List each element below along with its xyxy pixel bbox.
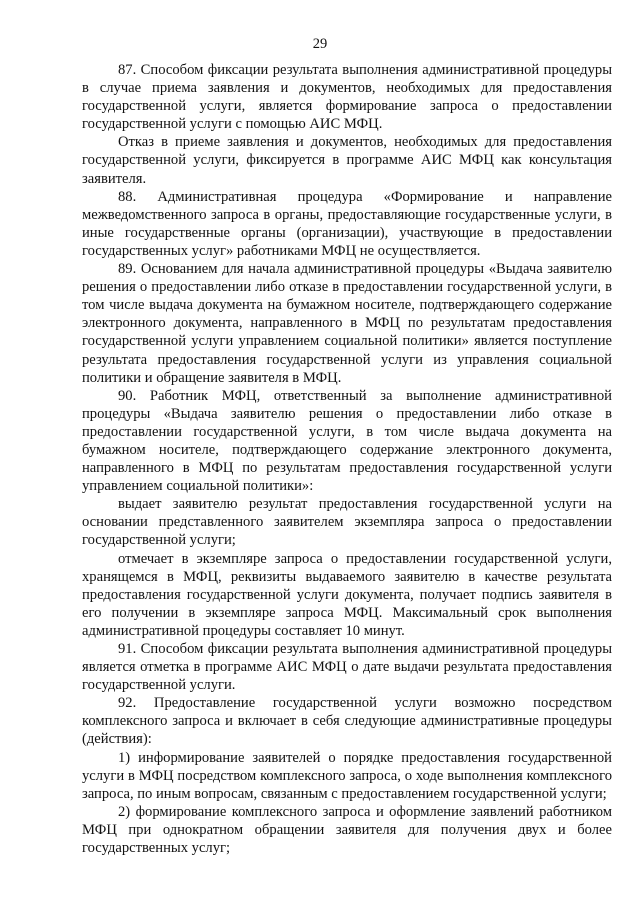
- paragraph-92-item-2: 2) формирование комплексного запроса и оформление заявлений работником МФЦ при однократном обращении заявителя для получения двух и более государственных услуг;: [82, 803, 612, 857]
- document-body: [82, 61, 612, 857]
- paragraph-89: 89. Основанием для начала административной процедуры «Выдача заявителю решения о предоставлении либо отказе в предоставлении государственной услуги, в том числе выдача документа на бумажном носителе, подтверждающего содержание электронного документа, направленного в МФЦ по результатам предоставления государственной услуги управлением социальной политики» является поступление результата предоставления государственной услуги из управления социальной политики и обращение заявителя в МФЦ.: [82, 261, 612, 386]
- paragraph-87-refusal: Отказ в приеме заявления и документов, необходимых для предоставления государственной услуги, фиксируется в программе АИС МФЦ как консультация заявителя.: [82, 134, 612, 187]
- paragraph-90-item-issues: выдает заявителю результат предоставления государственной услуги на основании представленного заявителем экземпляра запроса о предоставлении государственной услуги;: [82, 496, 612, 549]
- paragraph-90: 90. Работник МФЦ, ответственный за выполнение административной процедуры «Выдача заявителю решения о предоставлении либо отказе в предоставлении государственной услуги, в том числе выдача документа на бумажном носителе, подтверждающего содержание электронного документа, направленного в МФЦ по результатам предоставления государственной услуги управлением социальной политики»:: [82, 387, 612, 495]
- paragraph-90-item-marks: отмечает в экземпляре запроса о предоставлении государственной услуги, хранящемся в МФЦ, реквизиты выдаваемого заявителю в качестве результата предоставления государственной услуги документа, получает подпись заявителя в его получении в экземпляре запроса МФЦ. Максимальный срок выполнения административной процедуры составляет 10 минут.: [82, 550, 612, 639]
- paragraph-87: 87. Способом фиксации результата выполнения административной процедуры в случае приема заявления и документов, необходимых для предоставления государственной услуги, является формирование запроса о предоставлении государственной услуги с помощью АИС МФЦ.: [82, 62, 612, 133]
- paragraph-88: 88. Административная процедура «Формирование и направление межведомственного запроса в органы, предоставляющие государственные услуги, в иные государственные органы (организации), участвующие в предоставлении государственных услуг» работниками МФЦ не осуществляется.: [82, 188, 612, 259]
- page-number: 29: [312, 36, 328, 52]
- paragraph-92: 92. Предоставление государственной услуги возможно посредством комплексного запроса и включает в себя следующие административные процедуры (действия):: [82, 695, 612, 748]
- paragraph-91: 91. Способом фиксации результата выполнения административной процедуры является отметка в программе АИС МФЦ о дате выдачи результата предоставления государственной услуги.: [82, 641, 612, 694]
- paragraph-92-item-1: 1) информирование заявителей о порядке предоставления государственной услуги в МФЦ посредством комплексного запроса, о ходе выполнения комплексного запроса, по иным вопросам, связанным с предоставлением государственной услуги;: [82, 749, 612, 802]
